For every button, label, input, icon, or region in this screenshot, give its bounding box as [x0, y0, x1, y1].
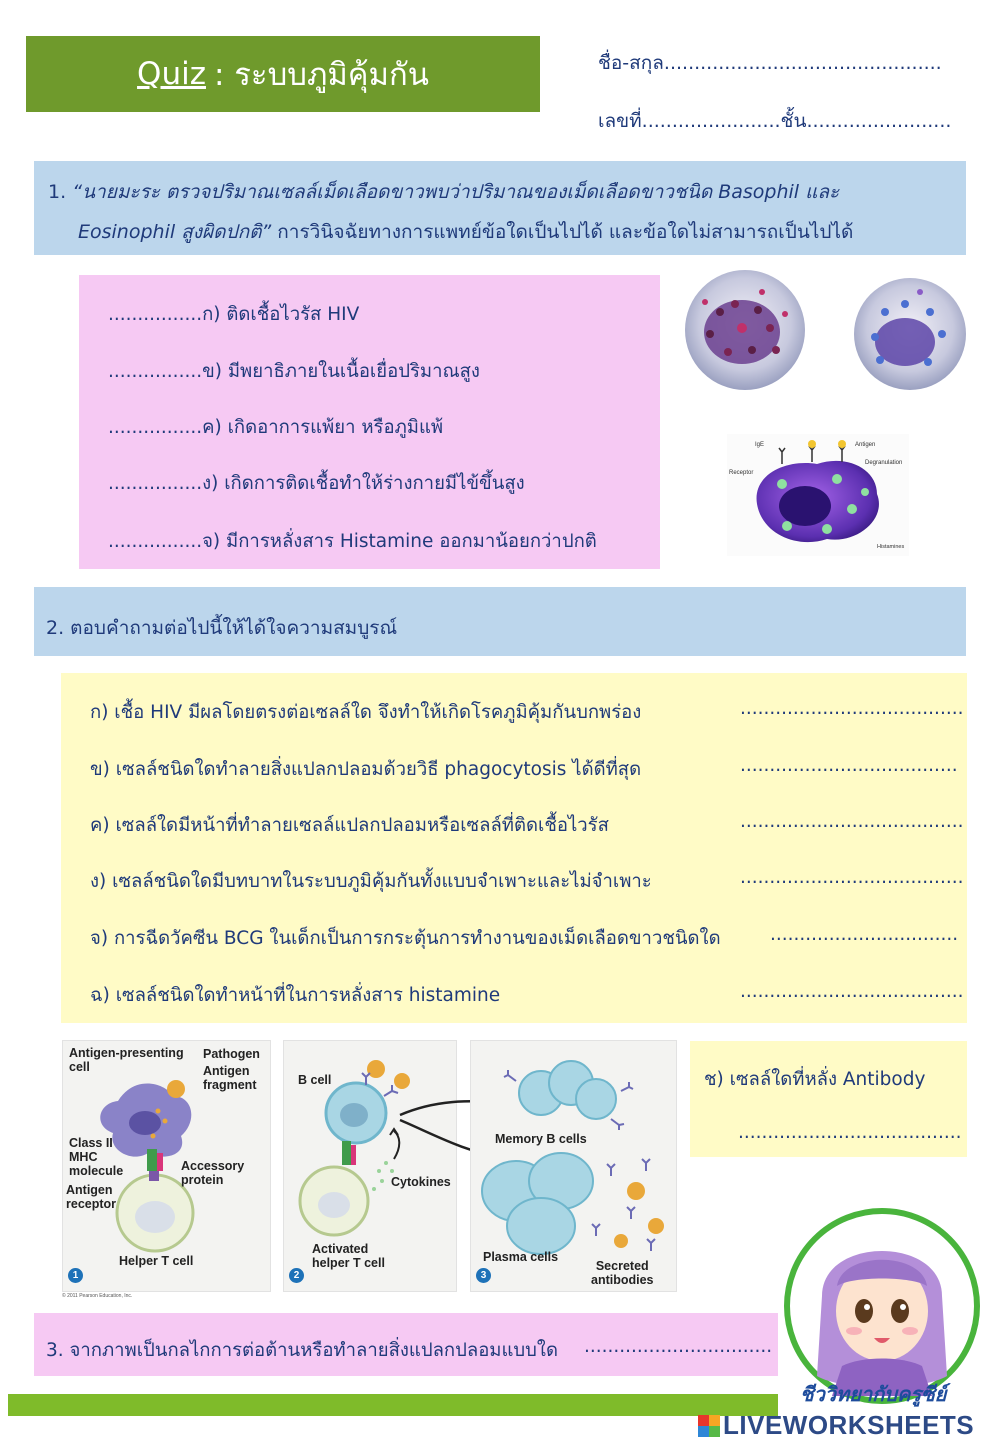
- q2-item-text: ข) เซลล์ชนิดใดทำลายสิ่งแปลกปลอมด้วยวิธี phagocytosis ได้ดีที่สุด: [90, 759, 642, 780]
- student-number-field[interactable]: เลขที่.......................ชั้น........................: [598, 110, 952, 132]
- q2-heading: 2. ตอบคำถามต่อไปนี้ให้ได้ใจความสมบูรณ์: [46, 617, 398, 639]
- basophil-cell: [685, 270, 805, 390]
- histamines-label: Histamines: [877, 544, 905, 550]
- quiz-title: [26, 36, 540, 112]
- degranulation-label: Degranulation: [865, 460, 903, 466]
- mhc-label: Class II MHC molecule: [69, 1136, 124, 1178]
- memory-b-cells-label: Memory B cells: [495, 1132, 587, 1146]
- q1-question: [48, 172, 948, 252]
- option-text: ก) ติดเชื้อไวรัส HIV: [202, 304, 360, 325]
- q2-answer-blank[interactable]: ......................................: [738, 1122, 962, 1143]
- eosinophil-cell: [854, 278, 966, 390]
- q1-option: [108, 469, 525, 498]
- student-name-field[interactable]: ชื่อ-สกุล..............................................: [598, 52, 942, 74]
- q2-answer-blank[interactable]: ......................................: [740, 811, 964, 832]
- answer-blank[interactable]: ................: [108, 473, 203, 494]
- diagram-panel-memory-plasma-cells: [470, 1040, 677, 1292]
- title-prefix: Quiz: [137, 56, 206, 92]
- option-text: ง) เกิดการติดเชื้อทำให้ร่างกายมีไข้ขึ้นสูง: [202, 473, 525, 494]
- apc-label: Antigen-presenting cell: [69, 1046, 184, 1074]
- mascot-caption: ชีววิทยากับครูซีย์: [800, 1382, 947, 1406]
- q2-item-text: ช) เซลล์ใดที่หลั่ง Antibody: [704, 1069, 926, 1090]
- step-number: 3: [476, 1268, 491, 1283]
- step-number: 2: [289, 1268, 304, 1283]
- q3-question: 3. จากภาพเป็นกลไกการต่อต้านหรือทำลายสิ่งแปลกปลอมแบบใด: [46, 1340, 558, 1361]
- q2-answer-blank[interactable]: ......................................: [740, 981, 964, 1002]
- q2-answer-blank[interactable]: .....................................: [740, 755, 958, 776]
- q2-answer-blank[interactable]: ................................: [770, 924, 959, 945]
- accessory-protein-label: Accessory protein: [181, 1159, 245, 1187]
- q2-item-text: จ) การฉีดวัคซีน BCG ในเด็กเป็นการกระตุ้นการทำงานของเม็ดเลือดขาวชนิดใด: [90, 928, 721, 949]
- title-rest: : ระบบภูมิคุ้มกัน: [213, 57, 429, 93]
- step-number: 1: [68, 1268, 83, 1283]
- answer-blank[interactable]: ................: [108, 417, 203, 438]
- option-text: ค) เกิดอาการแพ้ยา หรือภูมิแพ้: [202, 417, 444, 438]
- b-cell-label: B cell: [298, 1073, 332, 1087]
- q3-answer-blank[interactable]: ................................: [584, 1336, 773, 1357]
- diagram-panel-antigen-presentation: [62, 1040, 271, 1292]
- igE-label: IgE: [755, 442, 765, 448]
- footer-bar: [8, 1394, 778, 1416]
- q2-answer-blank[interactable]: ......................................: [740, 698, 964, 719]
- q2-answer-blank[interactable]: ......................................: [740, 867, 964, 888]
- q1-number: 1.: [48, 181, 67, 203]
- q1-option: [108, 413, 443, 442]
- answer-blank[interactable]: ................: [108, 304, 203, 325]
- helper-t-cell-label: Helper T cell: [119, 1254, 194, 1268]
- q2-item-text: ก) เชื้อ HIV มีผลโดยตรงต่อเซลล์ใด จึงทำให้เกิดโรคภูมิคุ้มกันบกพร่อง: [90, 702, 642, 723]
- cytokines-label: Cytokines: [391, 1175, 451, 1189]
- option-text: จ) มีการหลั่งสาร Histamine ออกมาน้อยกว่าปกติ: [202, 531, 597, 552]
- q2-item-text: ง) เซลล์ชนิดใดมีบทบาทในระบบภูมิคุ้มกันทั้งแบบจำเพาะและไม่จำเพาะ: [90, 871, 652, 892]
- antigen-label: Antigen: [855, 442, 876, 448]
- white-blood-cells-image: [680, 262, 976, 402]
- antigen-fragment-label: Antigen fragment: [203, 1064, 257, 1092]
- q2-item-text: ฉ) เซลล์ชนิดใดทำหน้าที่ในการหลั่งสาร histamine: [90, 985, 501, 1006]
- brand-text: LIVEWORKSHEETS: [723, 1410, 975, 1440]
- plasma-cells-label: Plasma cells: [483, 1250, 559, 1264]
- q2-item-text: ค) เซลล์ใดมีหน้าที่ทำลายเซลล์แปลกปลอมหรือเซลล์ที่ติดเชื้อไวรัส: [90, 815, 609, 836]
- answer-blank[interactable]: ................: [108, 361, 203, 382]
- answer-blank[interactable]: ................: [108, 531, 203, 552]
- q1-option: [108, 300, 359, 329]
- q1-option: [108, 357, 480, 386]
- copyright-text: © 2011 Pearson Education, Inc.: [62, 1293, 133, 1299]
- antigen-receptor-label: Antigen receptor: [66, 1183, 117, 1211]
- pathogen-label: Pathogen: [203, 1047, 260, 1061]
- secreted-antibodies-label: Secreted antibodies: [591, 1259, 654, 1287]
- logo-icon: [698, 1415, 720, 1437]
- activated-helper-t-cell-label: Activated helper T cell: [312, 1242, 385, 1270]
- q1-question-text: การวินิจฉัยทางการแพทย์ข้อใดเป็นไปได้ และข้อใดไม่สามารถเป็นไปได้: [271, 221, 854, 243]
- liveworksheets-logo[interactable]: [698, 1410, 974, 1441]
- mast-cell-image: [727, 434, 909, 556]
- receptor-label: Receptor: [729, 470, 754, 476]
- q1-quote-line1: “นายมะระ ตรวจปริมาณเซลล์เม็ดเลือดขาวพบว่าปริมาณของเม็ดเลือดขาวชนิด Basophil และ: [72, 181, 840, 203]
- q1-quote-line2: Eosinophil สูงผิดปกติ”: [78, 221, 272, 243]
- option-text: ข) มีพยาธิภายในเนื้อเยื่อปริมาณสูง: [202, 361, 480, 382]
- q1-option: [108, 527, 597, 556]
